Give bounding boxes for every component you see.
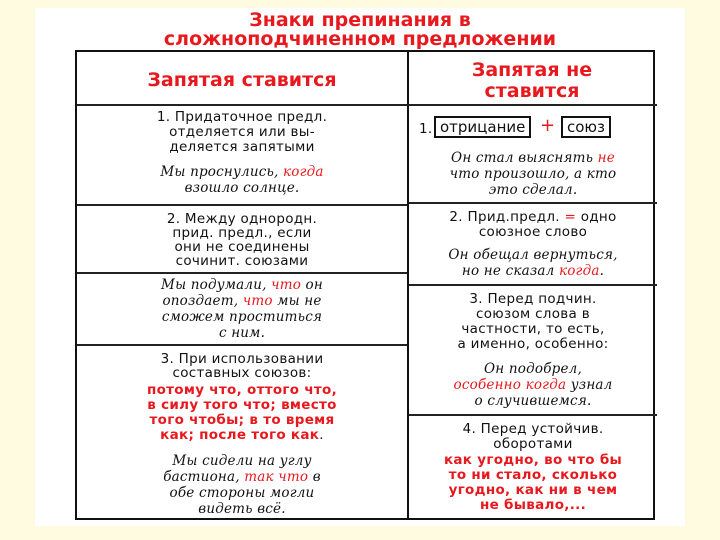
left-rule-3-conjunctions-3: того чтобы; в то время (149, 412, 335, 428)
right-example-1-negation: не (597, 150, 615, 166)
right-rule-4-line-1: 4. Перед устойчив. (462, 421, 604, 437)
right-example-2-text: но не сказал (461, 263, 555, 279)
right-example-1-line-3: это сделал. (488, 182, 578, 198)
left-example-1-line-1 (77, 165, 407, 180)
left-rule-2-line-3: они не соединены (174, 239, 310, 255)
left-example-3-conjunction: так что (244, 469, 309, 485)
right-rule-3-line-3: частности, то есть, (461, 321, 605, 337)
left-example-1-text: Мы проснулись, (160, 164, 279, 180)
left-rule-3-line-1: 3. При использовании (160, 351, 324, 367)
left-rule-1-line-1: 1. Придаточное предл. (156, 109, 328, 125)
right-example-3-line-3: о случившемся. (474, 393, 592, 409)
conjunction-box: союз (561, 116, 611, 138)
left-rule-3-conjunctions-4-period: . (319, 427, 324, 443)
right-example-3-line-1: Он подобрел, (484, 361, 582, 377)
left-example-3-text-b: в (312, 469, 321, 485)
header-divider (77, 104, 657, 106)
left-row-divider-3 (77, 344, 407, 346)
right-rule-4-idioms-4: не бывало,... (479, 497, 587, 513)
negation-box: отрицание (434, 116, 531, 138)
right-example-3-text: узнал (570, 377, 613, 393)
left-rule-3-conjunctions-1: потому что, оттого что, (146, 382, 338, 398)
right-example-2-conjunction: когда (558, 263, 600, 279)
right-rule-2-equals: = (564, 209, 577, 225)
right-example-2-period: . (599, 263, 605, 279)
title-line-1: Знаки препинания в (249, 9, 471, 31)
left-example-2-line-1 (77, 278, 407, 293)
left-example-1-conjunction: когда (283, 164, 324, 180)
left-rule-3-conjunctions-2: в силу того что; вместо (147, 397, 337, 413)
plus-sign: + (540, 115, 556, 136)
right-rule-4-line-2: оборотами (493, 436, 573, 452)
left-header: Запятая ставится (147, 69, 337, 91)
left-rule-2-line-2: прид. предл., если (172, 225, 312, 241)
rules-table (75, 50, 655, 520)
left-example-3-line-1: Мы сидели на углу (172, 453, 312, 469)
right-row-divider-1 (409, 202, 657, 204)
left-example-3-line-3: обе стороны могли (169, 485, 315, 501)
right-example-1-line-2: что произошло, а кто (449, 166, 617, 182)
left-example-1-line-2: взошло солнце. (184, 180, 300, 196)
right-rule-1-number: 1. (419, 121, 433, 137)
right-header-line-2: ставится (484, 80, 580, 102)
right-rule-2-text-a: 2. Прид.предл. (449, 209, 560, 225)
left-rule-2-line-1: 2. Между однородн. (166, 211, 318, 227)
right-row-divider-3 (409, 414, 657, 416)
left-row-divider-2 (77, 272, 407, 274)
right-rule-4-idioms-3: угодно, как ни в чем (448, 482, 618, 498)
right-rule-3-line-4: а именно, особенно: (457, 336, 609, 352)
right-header-line-1: Запятая не (471, 59, 593, 81)
title-line-2: сложноподчиненном предложении (163, 28, 557, 50)
right-example-1-line-1 (409, 151, 657, 166)
left-example-2-text-b: он (305, 277, 323, 293)
right-rule-2-line-1 (409, 210, 657, 225)
left-rule-3-conjunctions-4 (77, 428, 407, 443)
right-rule-4-idioms-2: то ни стало, сколько (448, 467, 618, 483)
right-example-1-text: Он стал выяснять (451, 150, 594, 166)
left-example-2-line-4: с ним. (218, 325, 266, 341)
left-example-3-line-2 (77, 470, 407, 485)
right-example-3-word-especially: особенно (453, 377, 522, 393)
right-rule-4-idioms-1: как угодно, во что бы (443, 452, 623, 468)
right-rule-2-line-2: союзное слово (478, 224, 588, 240)
right-rule-3-line-2: союзом слова в (476, 306, 590, 322)
right-row-divider-2 (409, 284, 657, 286)
left-example-2-conjunction-1: что (271, 277, 302, 293)
left-example-3-line-4: видеть всё. (198, 501, 286, 517)
left-rule-3-line-2: составных союзов: (172, 365, 312, 381)
left-example-2-text-c: опоздает, (162, 293, 239, 309)
right-example-3-line-2 (409, 378, 657, 393)
left-row-divider-1 (77, 204, 407, 206)
left-rule-1-line-2: отделяется или вы- (169, 124, 315, 140)
left-rule-2-line-4: сочинит. союзами (175, 253, 309, 269)
slide-sheet (35, 8, 685, 526)
right-rule-3-line-1: 3. Перед подчин. (469, 291, 597, 307)
left-example-2-conjunction-2: что (242, 293, 273, 309)
left-rule-3-conjunctions-4-text: как; после того как (160, 427, 320, 443)
right-example-2-line-1: Он обещал вернуться, (448, 247, 618, 263)
left-rule-1-line-3: деляется запятыми (169, 139, 315, 155)
right-example-3-conjunction: когда (525, 377, 567, 393)
left-example-2-text-d: мы не (277, 293, 322, 309)
right-example-2-line-2 (409, 264, 657, 279)
left-example-2-line-2 (77, 294, 407, 309)
left-example-3-text-a: бастиона, (163, 469, 240, 485)
right-rule-2-text-b: одно (580, 209, 617, 225)
left-example-2-line-3: сможем проститься (161, 309, 323, 325)
left-example-2-text-a: Мы подумали, (161, 277, 267, 293)
